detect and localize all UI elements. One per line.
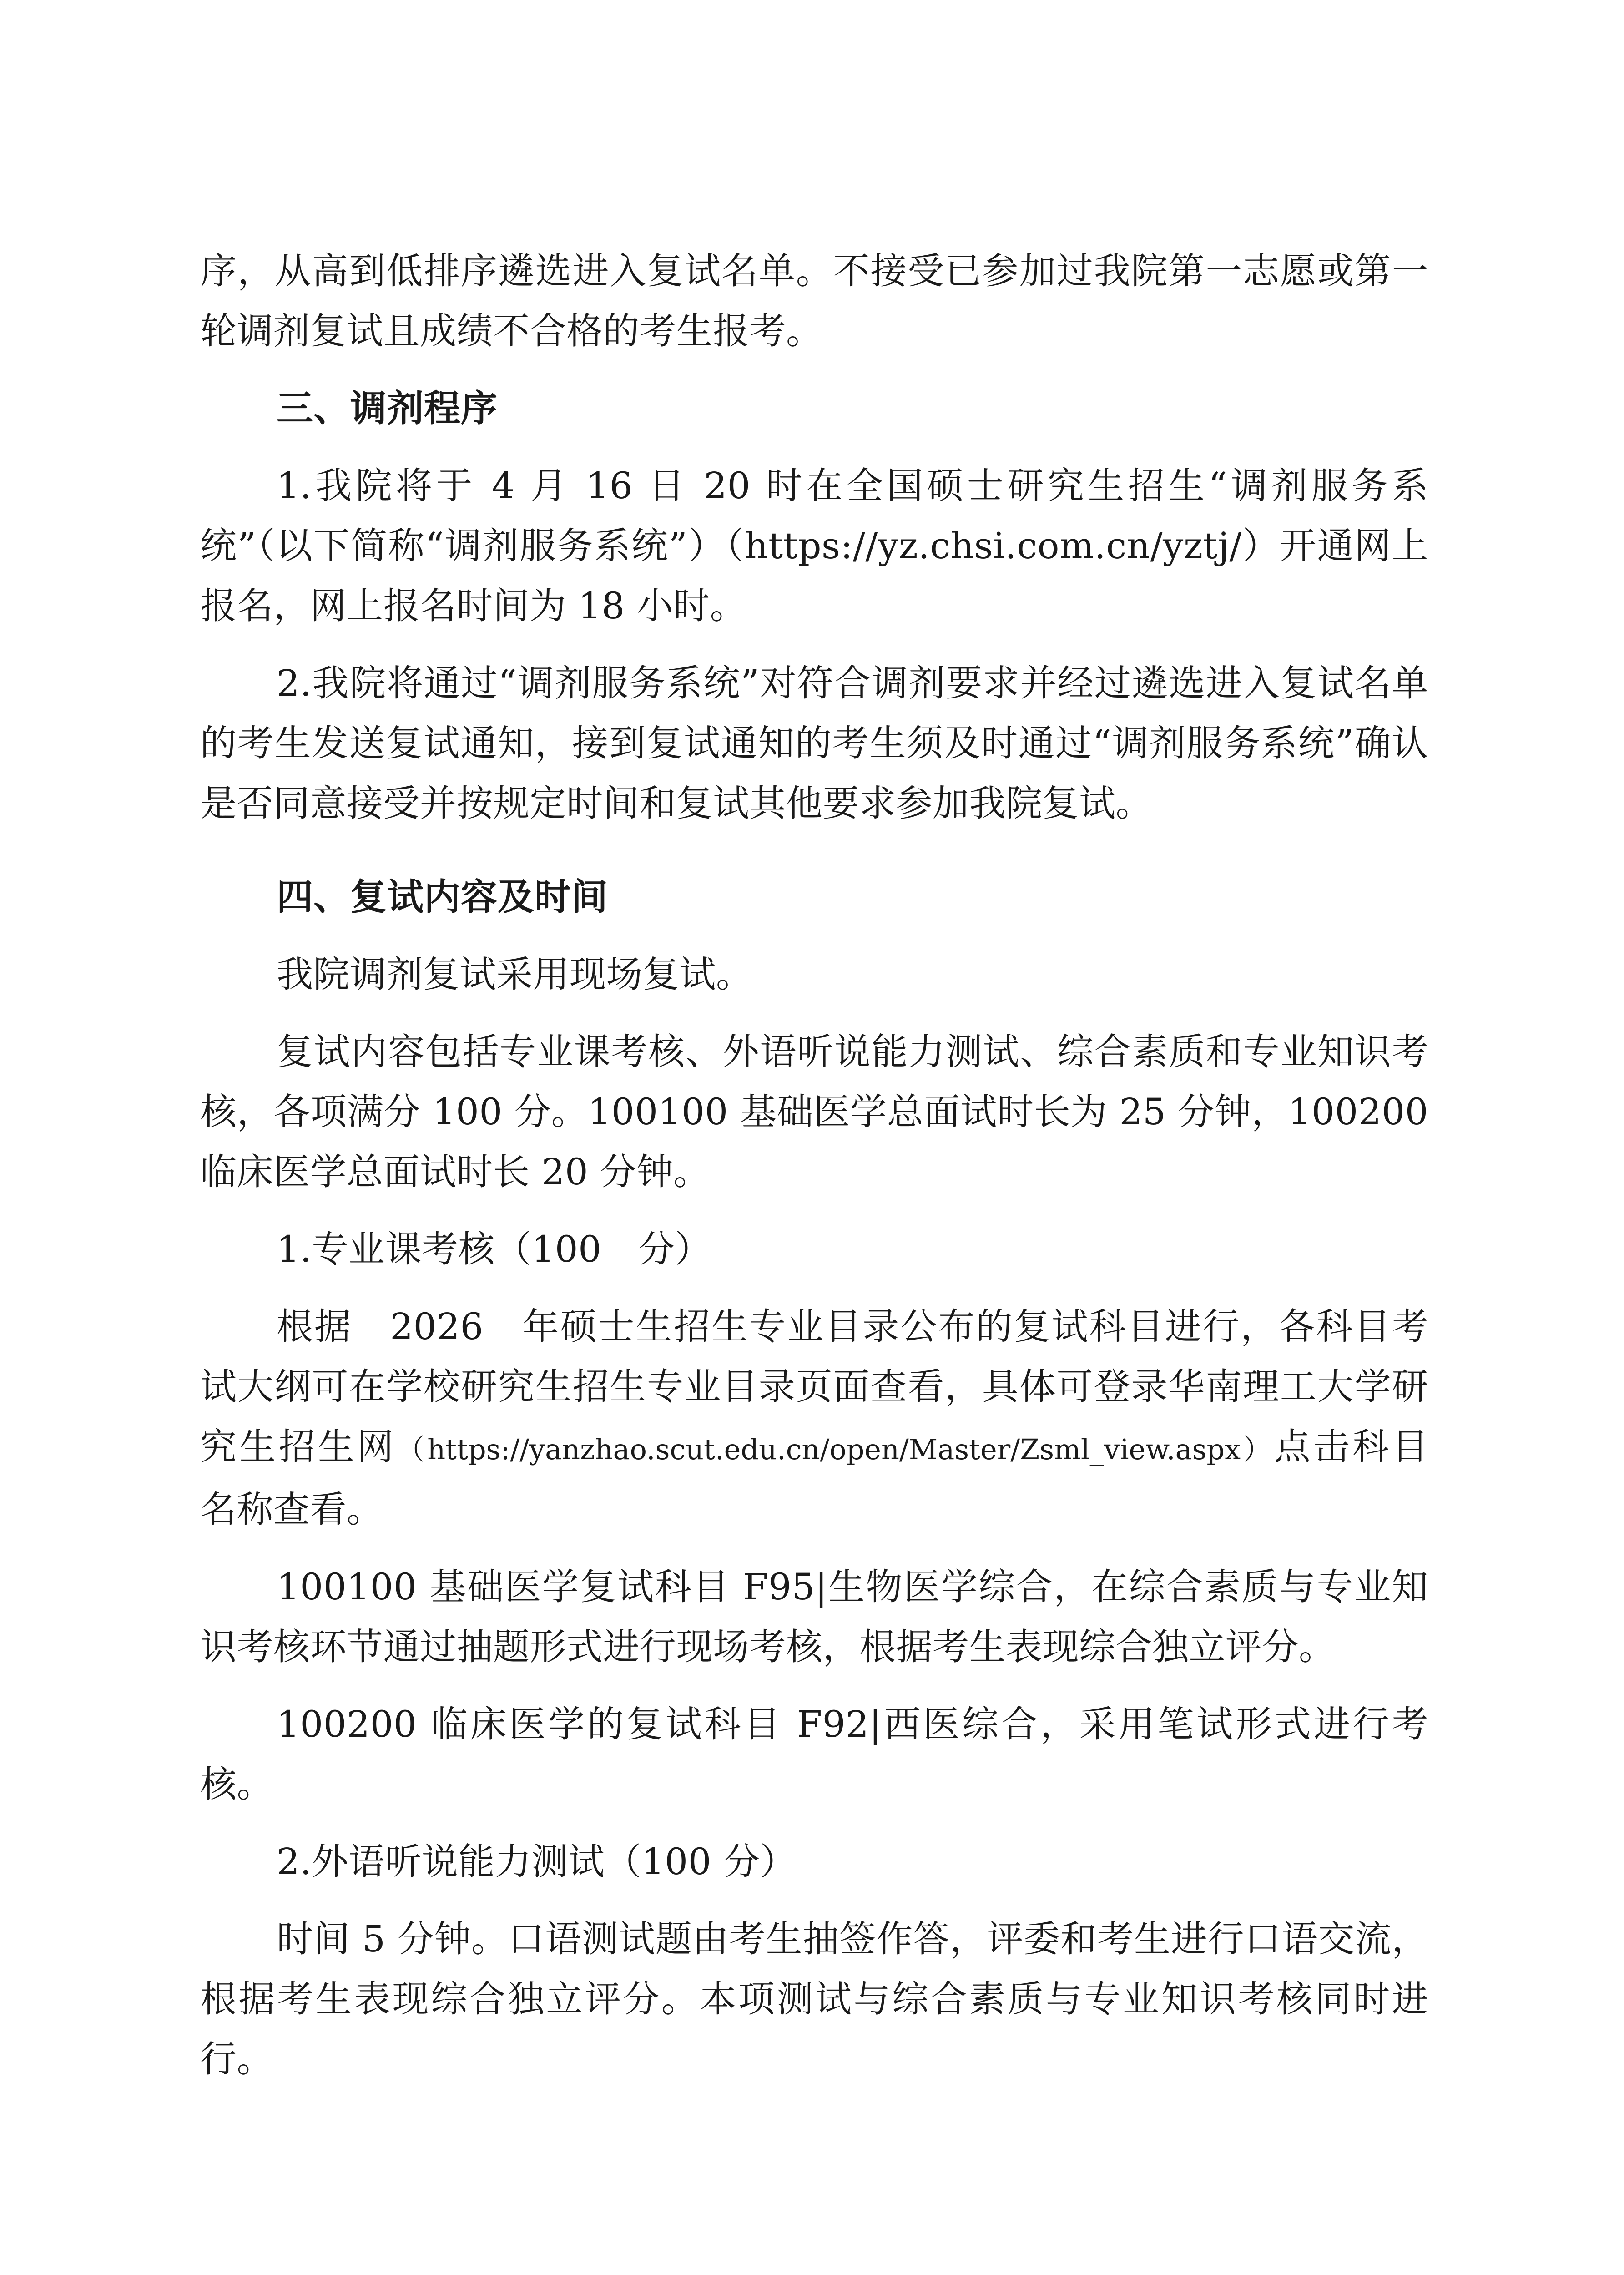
paragraph-onsite-retest: 我院调剂复试采用现场复试。 <box>277 953 753 996</box>
paragraph-retest-components: 复试内容包括专业课考核、外语听说能力测试、综合素质和专业知识考核，各项满分 100 分。100100 基础医学总面试时长为 25 分钟，100200 临床医学总面试时长 20 分钟。 <box>200 1031 1428 1193</box>
paragraph-retest-notice: 2.我院将通过“调剂服务系统”对符合调剂要求并经过遴选进入复试名单的考生发送复试通知，接到复试通知的考生须及时通过“调剂服务系统”确认是否同意接受并按规定时间和复试其他要求参加我院复试。 <box>200 662 1428 824</box>
paragraph-continued: 序，从高到低排序遴选进入复试名单。不接受已参加过我院第一志愿或第一轮调剂复试且成绩不合格的考生报考。 <box>200 250 1428 352</box>
document-page <box>200 241 1428 2107</box>
section-heading-adjustment-procedure: 三、调剂程序 <box>277 387 498 430</box>
course-details-text: 根据 2026 年硕士生招生专业目录公布的复试科目进行，各科目考试大纲可在学校研究生招生专业目录页面查看，具体可登录华南理工大学研究生招生网 <box>200 1305 1428 1468</box>
paragraph-foreign-language-details: 时间 5 分钟。口语测试题由考生抽签作答，评委和考生进行口语交流，根据考生表现综合独立评分。本项测试与综合素质与专业知识考核同时进行。 <box>200 1918 1428 2080</box>
paragraph-clinical-medicine: 100200 临床医学的复试科目 F92|西医综合，采用笔试形式进行考核。 <box>200 1703 1428 1805</box>
paragraph-basic-medicine: 100100 基础医学复试科目 F95|生物医学综合，在综合素质与专业知识考核环节通过抽题形式进行现场考核，根据考生表现综合独立评分。 <box>200 1566 1428 1668</box>
paragraph-professional-course-title: 1.专业课考核（100 分） <box>277 1228 712 1270</box>
admissions-url: （https://yanzhao.scut.edu.cn/open/Master/Zsml_view.aspx） <box>396 1433 1274 1466</box>
section-heading-retest-content: 四、复试内容及时间 <box>277 876 608 918</box>
paragraph-professional-course-details <box>200 1297 1428 1540</box>
paragraph-foreign-language-title: 2.外语听说能力测试（100 分） <box>277 1840 797 1883</box>
paragraph-online-registration: 1.我院将于 4 月 16 日 20 时在全国硕士研究生招生“调剂服务系统”（以下简称“调剂服务系统”）（https://yz.chsi.com.cn/yztj/）开通网上报名，网上报名时间为 18 小时。 <box>200 465 1428 627</box>
course-details-text-end: 点击科目名称查看。 <box>200 1426 1429 1531</box>
